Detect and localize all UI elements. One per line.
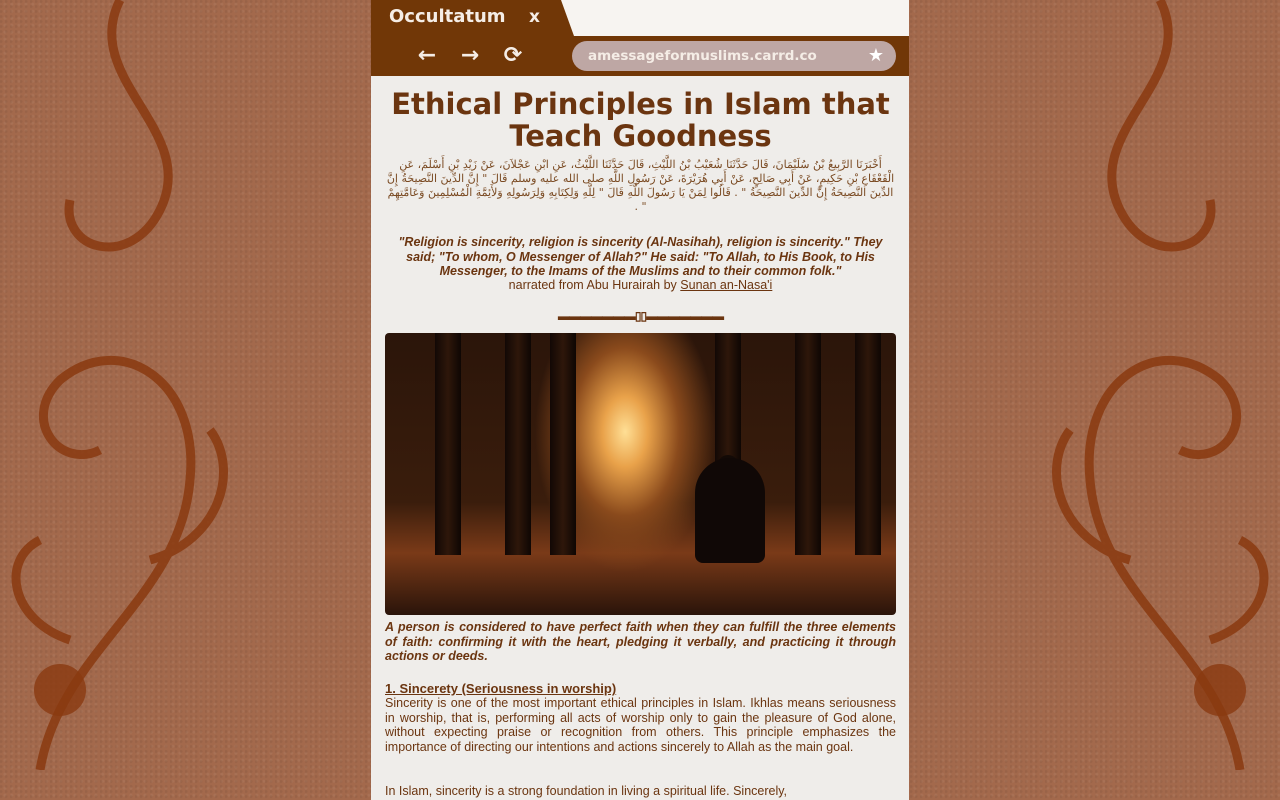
section-paragraph: Sincerity is one of the most important ethical principles in Islam. Ikhlas means seriousness in worship, that is, performing all acts of worship only to gain the pleasure of God alone, without expecting praise or recognition from others. This principle emphasizes the importance of directing our intentions and actions sincerely to Allah as the main goal. (385, 696, 896, 754)
tab-title[interactable]: Occultatum (389, 6, 506, 27)
source-link[interactable]: Sunan an-Nasa'i (680, 278, 773, 292)
section-heading: 1. Sincerety (Seriousness in worship) (385, 681, 617, 696)
narration-line (385, 278, 896, 293)
divider: ▬▬▬▬▬▬▬▯▯▬▬▬▬▬▬▬ (557, 309, 724, 323)
forward-arrow-icon[interactable]: → (460, 43, 480, 68)
star-bookmark-icon[interactable]: ★ (867, 45, 884, 66)
tab-strip-empty (561, 0, 909, 36)
narrated-text: narrated from Abu Hurairah by (508, 278, 681, 292)
floral-decoration-right (1040, 0, 1280, 770)
browser-window (371, 0, 909, 800)
tab-close-button[interactable]: x (529, 7, 540, 27)
back-arrow-icon[interactable]: ← (417, 43, 437, 68)
browser-toolbar (371, 0, 909, 76)
section-paragraph: In Islam, sincerity is a strong foundation in living a spiritual life. Sincerely, (385, 784, 788, 798)
url-text: amessageformuslims.carrd.co (588, 48, 817, 64)
reload-icon[interactable]: ⟳ (503, 43, 523, 68)
page-title: Ethical Principles in Islam that Teach Goodness (391, 87, 890, 153)
hadith-translation: "Religion is sincerity, religion is sincerity (Al-Nasihah), religion is sincerity." They said; "To whom, O Messenger of Allah?" He said: "To Allah, to His Book, to His Messenger, to the Imams of the Muslims and to their common folk." (398, 235, 883, 278)
address-bar[interactable] (572, 41, 896, 71)
floral-decoration-left (0, 0, 240, 770)
mosque-prayer-image (385, 333, 896, 615)
intro-paragraph: A person is considered to have perfect faith when they can fulfill the three elements of faith: confirming it with the heart, pledging it verbally, and practicing it through actions or deeds. (385, 620, 896, 663)
arabic-hadith: أَخْبَرَنَا الرَّبِيعُ بْنُ سُلَيْمَانَ، قَالَ حَدَّثَنَا شُعَيْبُ بْنُ اللَّيْثِ، قَالَ حَدَّثَنَا اللَّيْثُ، عَنِ ابْنِ عَجْلاَنَ، عَنْ زَيْدِ بْنِ أَسْلَمَ، عَنِ الْقَعْقَاعِ بْنِ حَكِيمٍ، عَنْ أَبِي صَالِحٍ، عَنْ أَبِي هُرَيْرَةَ، عَنْ رَسُولِ اللَّهِ صلى الله عليه وسلم قَالَ " إِنَّ الدِّينَ النَّصِيحَةُ إِنَّ الدِّينَ النَّصِيحَةُ إِنَّ الدِّينَ النَّصِيحَةُ " . قَالُوا لِمَنْ يَا رَسُولَ اللَّهِ قَالَ " لِلَّهِ وَلِكِتَابِهِ وَلِرَسُولِهِ وَلأَئِمَّةِ الْمُسْلِمِينَ وَعَامَّتِهِمْ " . (386, 158, 895, 213)
